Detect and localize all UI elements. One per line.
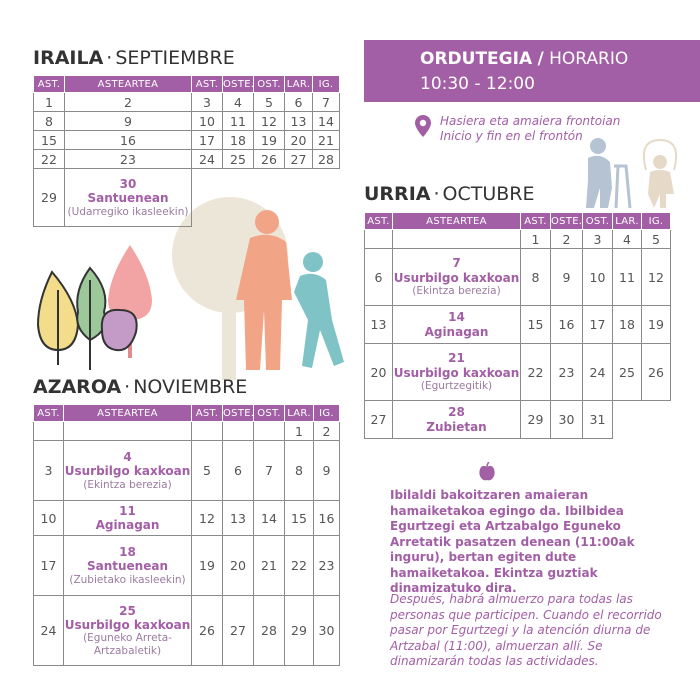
info-text-es: Después, habrá almuerzo para todas las personas que participen. Cuando el recorrido pasar por Egurtzegi y la atención diurna de Artzabal (11:00), almuerzan allí. Se dinamizarán todas las actividades. xyxy=(390,592,662,668)
day-cell: 23 xyxy=(314,536,340,596)
header-lar: LAR. xyxy=(613,213,642,230)
event-cell xyxy=(64,596,192,666)
iraila-title xyxy=(33,47,235,69)
azaroa-title-eu: AZAROA xyxy=(33,376,122,398)
week-row xyxy=(365,401,671,439)
location-pin-icon xyxy=(415,115,431,137)
day-cell: 2 xyxy=(551,230,583,249)
day-cell: 14 xyxy=(254,501,285,536)
week-row xyxy=(34,501,340,536)
day-cell: 14 xyxy=(313,112,340,131)
empty-area xyxy=(192,169,340,227)
day-cell: 13 xyxy=(223,501,254,536)
day-cell: 22 xyxy=(285,536,314,596)
day-cell: 17 xyxy=(583,306,613,344)
header-lar: LAR. xyxy=(285,405,314,422)
day-cell: 3 xyxy=(34,441,64,501)
header-ig: IG. xyxy=(314,405,340,422)
day-cell: 10 xyxy=(34,501,64,536)
week-row xyxy=(34,131,340,150)
day-cell: 20 xyxy=(285,131,313,150)
event-cell xyxy=(393,344,521,401)
schedule-box xyxy=(364,40,700,102)
day-cell: 13 xyxy=(365,306,393,344)
location-text xyxy=(440,114,620,144)
event-place: Usurbilgo kaxkoan xyxy=(393,365,520,380)
week-row xyxy=(365,230,671,249)
event-cell xyxy=(64,441,192,501)
header-oste: OSTE. xyxy=(223,76,254,93)
day-cell: 26 xyxy=(642,344,671,401)
day-cell: 5 xyxy=(192,441,223,501)
header-asteartea: ASTEARTEA xyxy=(65,76,192,93)
day-cell: 16 xyxy=(314,501,340,536)
azaroa-title-es: NOVIEMBRE xyxy=(133,376,248,398)
schedule-title xyxy=(420,49,628,69)
header-ost: OST. xyxy=(254,405,285,422)
day-cell: 15 xyxy=(521,306,551,344)
week-row xyxy=(34,93,340,112)
header-ig: IG. xyxy=(313,76,340,93)
azaroa-calendar xyxy=(33,404,340,666)
day-cell: 23 xyxy=(65,150,192,169)
iraila-calendar xyxy=(33,75,340,227)
day-cell: 25 xyxy=(223,150,254,169)
header-oste: OSTE. xyxy=(551,213,583,230)
header-lar: LAR. xyxy=(285,76,313,93)
day-cell: 26 xyxy=(192,596,223,666)
header-ost: OST. xyxy=(254,76,285,93)
schedule-slash: / xyxy=(537,49,544,69)
event-place: Santuenean xyxy=(87,191,169,206)
day-cell: 3 xyxy=(192,93,223,112)
day-cell: 25 xyxy=(613,344,642,401)
event-cell xyxy=(393,401,521,439)
day-cell: 9 xyxy=(551,249,583,306)
day-cell: 9 xyxy=(314,441,340,501)
day-cell: 19 xyxy=(642,306,671,344)
day-cell: 21 xyxy=(313,131,340,150)
event-day: 18 xyxy=(119,544,136,559)
header-ast: AST. xyxy=(365,213,393,230)
event-note: (Eguneko Arreta-Artzabaletik) xyxy=(83,632,172,657)
day-cell: 6 xyxy=(365,249,393,306)
event-note: (Ekintza berezia) xyxy=(412,285,501,298)
week-row xyxy=(34,150,340,169)
day-cell: 21 xyxy=(254,536,285,596)
empty-area xyxy=(613,401,671,439)
day-cell: 6 xyxy=(223,441,254,501)
urria-title xyxy=(364,183,535,205)
day-cell: 24 xyxy=(583,344,613,401)
event-note: (Udarregiko ikasleekin) xyxy=(67,205,189,218)
day-cell: 30 xyxy=(551,401,583,439)
event-cell xyxy=(64,536,192,596)
day-cell: 18 xyxy=(223,131,254,150)
event-day: 11 xyxy=(119,503,136,518)
day-cell: 15 xyxy=(34,131,65,150)
day-cell: 5 xyxy=(254,93,285,112)
event-place: Usurbilgo kaxkoan xyxy=(64,617,191,632)
day-cell: 15 xyxy=(285,501,314,536)
day-cell: 12 xyxy=(192,501,223,536)
event-day: 25 xyxy=(119,603,136,618)
apple-icon xyxy=(478,462,496,482)
event-day: 7 xyxy=(452,256,461,271)
event-place: Usurbilgo kaxkoan xyxy=(64,464,191,479)
day-cell: 16 xyxy=(65,131,192,150)
iraila-title-sep: · xyxy=(106,47,113,69)
day-cell: 12 xyxy=(254,112,285,131)
header-ast: AST. xyxy=(521,213,551,230)
info-text-eu: Ibilaldi bakoitzaren amaieran hamaiketakoa egingo da. Ibilbidea Egurtzegi eta Artzabalgo Eguneko Arretatik pasatzen denean (11:00ak inguru), bertan egiten dute hamaiketakoa. Ekintza guztiak dinamizatuko dira. xyxy=(390,488,635,595)
azaroa-title xyxy=(33,376,247,398)
event-day: 28 xyxy=(448,405,465,420)
day-cell: 20 xyxy=(223,536,254,596)
empty-cell xyxy=(192,422,223,441)
day-cell: 24 xyxy=(34,596,64,666)
header-ig: IG. xyxy=(642,213,671,230)
event-cell xyxy=(65,169,192,227)
event-note: (Zubietako ikasleekin) xyxy=(69,573,186,586)
day-cell: 1 xyxy=(34,93,65,112)
empty-cell xyxy=(393,230,521,249)
event-place: Aginagan xyxy=(424,324,489,339)
day-cell: 7 xyxy=(254,441,285,501)
day-cell: 4 xyxy=(223,93,254,112)
header-ast: AST. xyxy=(192,76,223,93)
day-cell: 31 xyxy=(583,401,613,439)
event-place: Zubietan xyxy=(426,419,487,434)
day-cell: 8 xyxy=(285,441,314,501)
day-cell: 1 xyxy=(285,422,314,441)
empty-cell xyxy=(254,422,285,441)
iraila-title-es: SEPTIEMBRE xyxy=(115,47,235,69)
day-cell: 8 xyxy=(34,112,65,131)
header-asteartea: ASTEARTEA xyxy=(393,213,521,230)
schedule-title-es: HORARIO xyxy=(549,49,629,69)
day-cell: 19 xyxy=(192,536,223,596)
week-row xyxy=(34,596,340,666)
event-day: 14 xyxy=(448,310,465,325)
week-row xyxy=(365,344,671,401)
day-cell: 19 xyxy=(254,131,285,150)
header-ost: OST. xyxy=(583,213,613,230)
week-row xyxy=(365,249,671,306)
day-cell: 1 xyxy=(521,230,551,249)
day-cell: 13 xyxy=(285,112,313,131)
event-day: 30 xyxy=(119,176,137,191)
day-cell: 9 xyxy=(65,112,192,131)
header-row xyxy=(34,76,340,93)
week-row xyxy=(34,422,340,441)
event-day: 21 xyxy=(448,351,465,366)
azaroa-title-sep: · xyxy=(124,376,131,398)
day-cell: 16 xyxy=(551,306,583,344)
event-cell xyxy=(393,306,521,344)
empty-cell xyxy=(365,230,393,249)
event-note: (Ekintza berezia) xyxy=(83,478,172,491)
week-row xyxy=(34,441,340,501)
iraila-title-eu: IRAILA xyxy=(33,47,104,69)
location-line-es: Inicio y fin en el frontón xyxy=(440,129,583,143)
day-cell: 27 xyxy=(365,401,393,439)
empty-cell xyxy=(64,422,192,441)
event-day: 4 xyxy=(123,449,132,464)
day-cell: 28 xyxy=(313,150,340,169)
day-cell: 22 xyxy=(34,150,65,169)
day-cell: 6 xyxy=(285,93,313,112)
event-cell xyxy=(64,501,192,536)
day-cell: 24 xyxy=(192,150,223,169)
week-row xyxy=(34,169,340,227)
day-cell: 30 xyxy=(314,596,340,666)
empty-cell xyxy=(223,422,254,441)
day-cell: 29 xyxy=(285,596,314,666)
day-cell: 29 xyxy=(34,169,65,227)
day-cell: 22 xyxy=(521,344,551,401)
week-row xyxy=(34,536,340,596)
schedule-title-eu: ORDUTEGIA xyxy=(420,49,533,69)
day-cell: 28 xyxy=(254,596,285,666)
schedule-time: 10:30 - 12:00 xyxy=(420,74,535,94)
header-ast: AST. xyxy=(34,405,64,422)
event-place: Aginagan xyxy=(95,518,160,532)
day-cell: 5 xyxy=(642,230,671,249)
day-cell: 7 xyxy=(313,93,340,112)
day-cell: 12 xyxy=(642,249,671,306)
urria-title-eu: URRIA xyxy=(364,183,431,205)
day-cell: 2 xyxy=(314,422,340,441)
day-cell: 26 xyxy=(254,150,285,169)
day-cell: 10 xyxy=(583,249,613,306)
day-cell: 11 xyxy=(223,112,254,131)
day-cell: 27 xyxy=(285,150,313,169)
header-ast: AST. xyxy=(192,405,223,422)
day-cell: 18 xyxy=(613,306,642,344)
day-cell: 2 xyxy=(65,93,192,112)
urria-calendar xyxy=(364,212,671,439)
day-cell: 27 xyxy=(223,596,254,666)
location-line-eu: Hasiera eta amaiera frontoian xyxy=(440,114,621,128)
header-ast: AST. xyxy=(34,76,65,93)
day-cell: 3 xyxy=(583,230,613,249)
header-row xyxy=(34,405,340,422)
day-cell: 4 xyxy=(613,230,642,249)
header-asteartea: ASTEARTEA xyxy=(64,405,192,422)
week-row xyxy=(34,112,340,131)
day-cell: 29 xyxy=(521,401,551,439)
day-cell: 23 xyxy=(551,344,583,401)
header-oste: OSTE. xyxy=(223,405,254,422)
day-cell: 17 xyxy=(192,131,223,150)
week-row xyxy=(365,306,671,344)
event-place: Usurbilgo kaxkoan xyxy=(393,270,520,285)
urria-title-sep: · xyxy=(433,183,440,205)
urria-title-es: OCTUBRE xyxy=(442,183,535,205)
day-cell: 8 xyxy=(521,249,551,306)
day-cell: 17 xyxy=(34,536,64,596)
header-row xyxy=(365,213,671,230)
event-note: (Egurtzegitik) xyxy=(420,380,493,393)
event-place: Santuenean xyxy=(86,559,169,574)
day-cell: 10 xyxy=(192,112,223,131)
event-cell xyxy=(393,249,521,306)
day-cell: 11 xyxy=(613,249,642,306)
day-cell: 20 xyxy=(365,344,393,401)
empty-cell xyxy=(34,422,64,441)
walker-illustration xyxy=(578,136,688,212)
